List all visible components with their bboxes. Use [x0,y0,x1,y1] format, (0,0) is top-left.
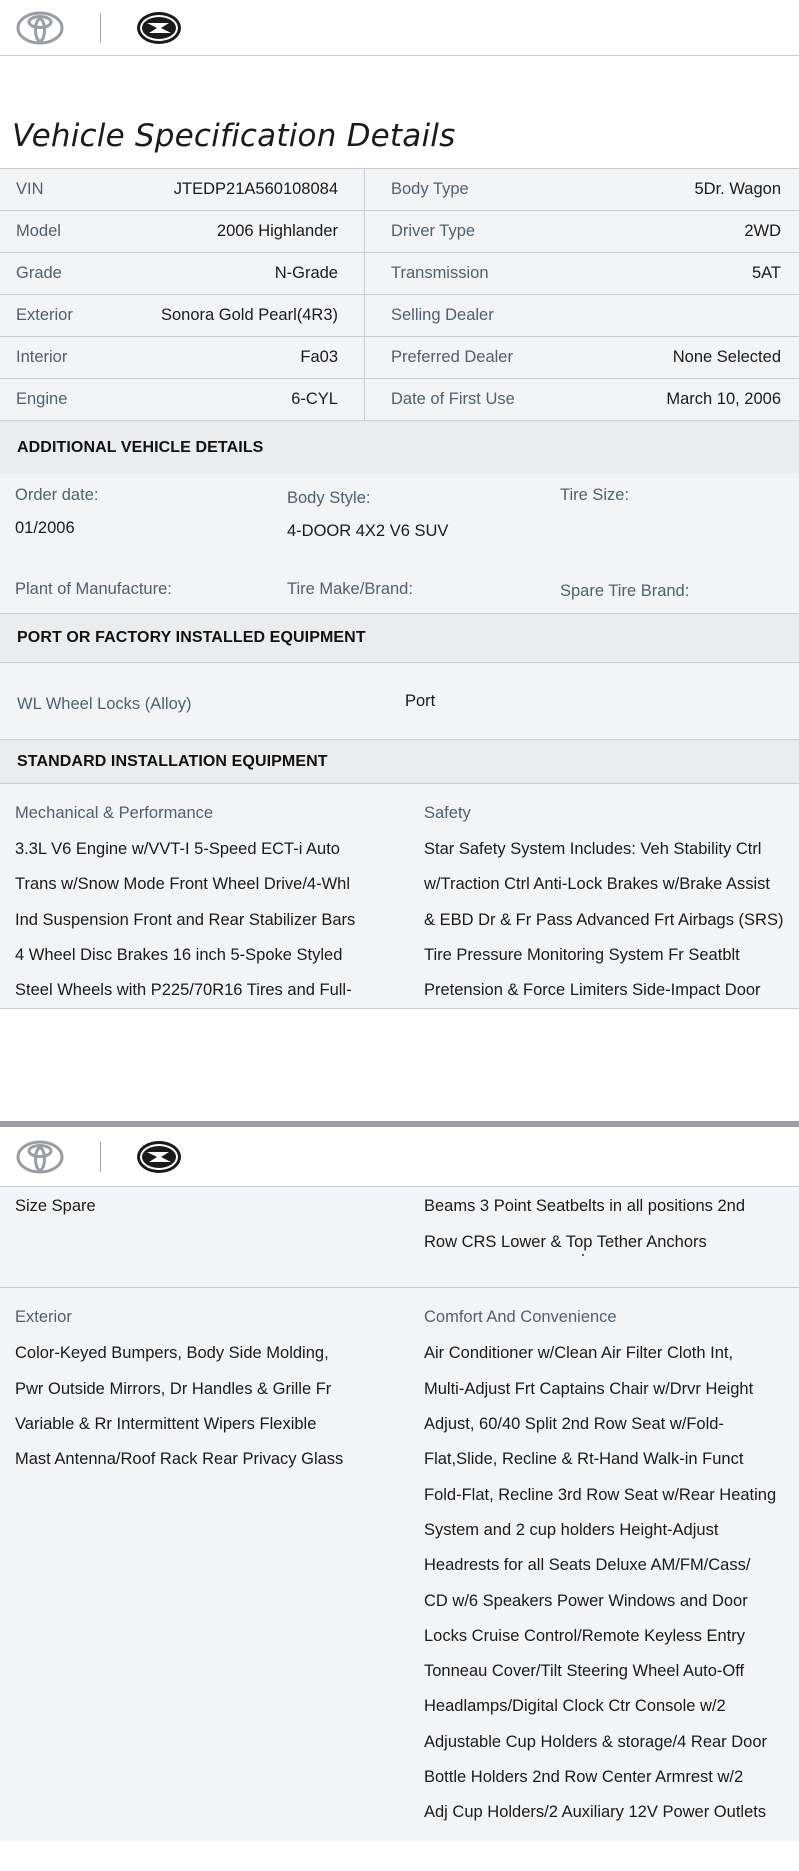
equipment-line: Headlamps/Digital Clock Ctr Console w/2 [424,1697,726,1716]
spec-label: Driver Type [391,222,476,240]
continued-equipment [0,1187,799,1288]
spec-row [365,253,799,295]
equipment-line: Size Spare [15,1197,96,1216]
equipment-line: Ind Suspension Front and Rear Stabilizer Bars [15,910,356,929]
equipment-line: Trans w/Snow Mode Front Wheel Drive/4-Whl [15,875,350,894]
spec-row [365,379,799,421]
comfort-column [424,1288,799,1830]
order-date [15,486,98,538]
equipment-line: Mast Antenna/Roof Rack Rear Privacy Glass [15,1450,344,1469]
equipment-line: Adj Cup Holders/2 Auxiliary 12V Power Outlets [424,1803,767,1822]
safety-column [424,784,799,1008]
logo-bar [0,0,799,56]
toyota-logo-icon [16,10,64,46]
port-item-value: Port [405,692,436,710]
plant-of-manufacture [15,580,172,599]
port-equipment-header: PORT OR FACTORY INSTALLED EQUIPMENT [0,614,799,662]
mechanical-heading: Mechanical & Performance [15,804,214,822]
equipment-line: Locks Cruise Control/Remote Keyless Entry [424,1626,745,1645]
equipment-line: Air Conditioner w/Clean Air Filter Cloth Int, [424,1344,734,1363]
equipment-line: Steel Wheels with P225/70R16 Tires and Full- [15,981,352,1000]
equipment-line: Adjust, 60/40 Split 2nd Row Seat w/Fold- [424,1415,724,1434]
equipment-line: Fold-Flat, Recline 3rd Row Seat w/Rear Heating [424,1485,777,1504]
equipment-line: Color-Keyed Bumpers, Body Side Molding, [15,1344,329,1363]
equipment-line: Flat,Slide, Recline & Rt-Hand Walk-in Funct [424,1450,744,1469]
spec-grid [0,168,799,421]
spec-label: Model [16,222,61,240]
body-style-value: 4-DOOR 4X2 V6 SUV [287,522,449,540]
comfort-heading: Comfort And Convenience [424,1308,617,1327]
tire-size-label: Tire Size: [560,486,630,504]
plant-label: Plant of Manufacture: [15,580,172,598]
scion-logo-icon [135,10,183,46]
tire-brand [287,580,413,599]
spec-row [365,295,799,337]
spec-label: Exterior [16,306,73,324]
tire-size [560,486,629,505]
equipment-line: CD w/6 Speakers Power Windows and Door [424,1591,748,1610]
standard-equipment [0,783,799,1009]
additional-details [0,474,799,614]
tire-brand-label: Tire Make/Brand: [287,580,413,598]
logo-divider [100,13,101,43]
spec-label: Transmission [391,264,489,282]
equipment-line: Adjustable Cup Holders & storage/4 Rear Door [424,1732,768,1751]
spec-value: 6-CYL [291,390,338,408]
spec-value: Fa03 [300,348,338,366]
spec-row [365,211,799,253]
spec-label: Engine [16,390,68,408]
spec-label: Interior [16,348,68,366]
spare-tire-brand [560,582,689,601]
body-style [287,489,448,541]
exterior-column [0,1288,424,1830]
spec-row [0,211,365,253]
page-gap [0,1009,799,1121]
spec-row [0,253,365,295]
standard-equipment-header: STANDARD INSTALLATION EQUIPMENT [0,740,799,783]
equipment-line: & EBD Dr & Fr Pass Advanced Frt Airbags (SRS) [424,910,784,929]
spec-value: 5AT [751,264,781,282]
toyota-logo-icon [16,1139,64,1175]
equipment-line: 4 Wheel Disc Brakes 16 inch 5-Spoke Styled [15,945,343,964]
spec-row [365,169,799,211]
logo-divider [100,1142,101,1172]
spec-label: Grade [16,264,62,282]
exterior-comfort-equipment [0,1288,799,1840]
spec-value: Sonora Gold Pearl(4R3) [160,306,338,324]
title-area [0,56,799,168]
equipment-line: System and 2 cup holders Height-Adjust [424,1520,719,1539]
safety-continued [424,1187,799,1287]
spec-row [0,295,365,337]
spec-row [0,379,365,421]
equipment-line: Row CRS Lower & Top Tether Anchors [424,1232,707,1251]
equipment-line: Star Safety System Includes: Veh Stability Ctrl [424,840,762,858]
spare-tire-label: Spare Tire Brand: [560,582,690,600]
equipment-line: Pwr Outside Mirrors, Dr Handles & Grille Fr [15,1379,332,1398]
order-date-label: Order date: [15,486,99,504]
spec-label: Selling Dealer [391,306,494,324]
spec-value: March 10, 2006 [666,390,781,408]
mechanical-column [0,784,424,1008]
equipment-line: Pretension & Force Limiters Side-Impact Door [424,981,761,1000]
equipment-line: w/Traction Ctrl Anti-Lock Brakes w/Brake Assist [424,875,770,894]
mechanical-continued [0,1187,424,1287]
spec-value: N-Grade [274,264,338,282]
spec-label: VIN [16,180,44,198]
spec-row [0,337,365,379]
equipment-line: Tonneau Cover/Tilt Steering Wheel Auto-Off [424,1662,745,1681]
equipment-line: Bottle Holders 2nd Row Center Armrest w/2 [424,1768,744,1787]
safety-heading: Safety [424,804,471,822]
equipment-line: Beams 3 Point Seatbelts in all positions 2nd [424,1197,746,1216]
spec-label: Body Type [391,180,469,198]
additional-details-header: ADDITIONAL VEHICLE DETAILS [0,421,799,474]
port-item-label: WL Wheel Locks (Alloy) [17,695,192,713]
exterior-heading: Exterior [15,1308,72,1327]
spec-value: 5Dr. Wagon [694,180,781,198]
order-date-value: 01/2006 [15,519,75,537]
logo-bar [0,1127,799,1187]
equipment-line: Tire Pressure Monitoring System Fr Seatblt [424,945,740,964]
equipment-line: 3.3L V6 Engine w/VVT-I 5-Speed ECT-i Auto [15,840,340,858]
spec-label: Preferred Dealer [391,348,513,366]
spec-value: None Selected [672,348,781,366]
spec-row [0,169,365,211]
spec-value: JTEDP21A560108084 [173,180,338,198]
equipment-line: Variable & Rr Intermittent Wipers Flexible [15,1415,317,1434]
scion-logo-icon [135,1139,183,1175]
spec-value: 2WD [744,222,781,240]
body-style-label: Body Style: [287,489,371,507]
equipment-line: Headrests for all Seats Deluxe AM/FM/Cass/ [424,1556,751,1575]
port-equipment [0,662,799,740]
equipment-line: Multi-Adjust Frt Captains Chair w/Drvr Height [424,1379,754,1398]
spec-value: 2006 Highlander [216,222,338,240]
spec-label: Date of First Use [391,390,515,408]
spec-row [365,337,799,379]
page-title: Vehicle Specification Details [12,118,456,154]
